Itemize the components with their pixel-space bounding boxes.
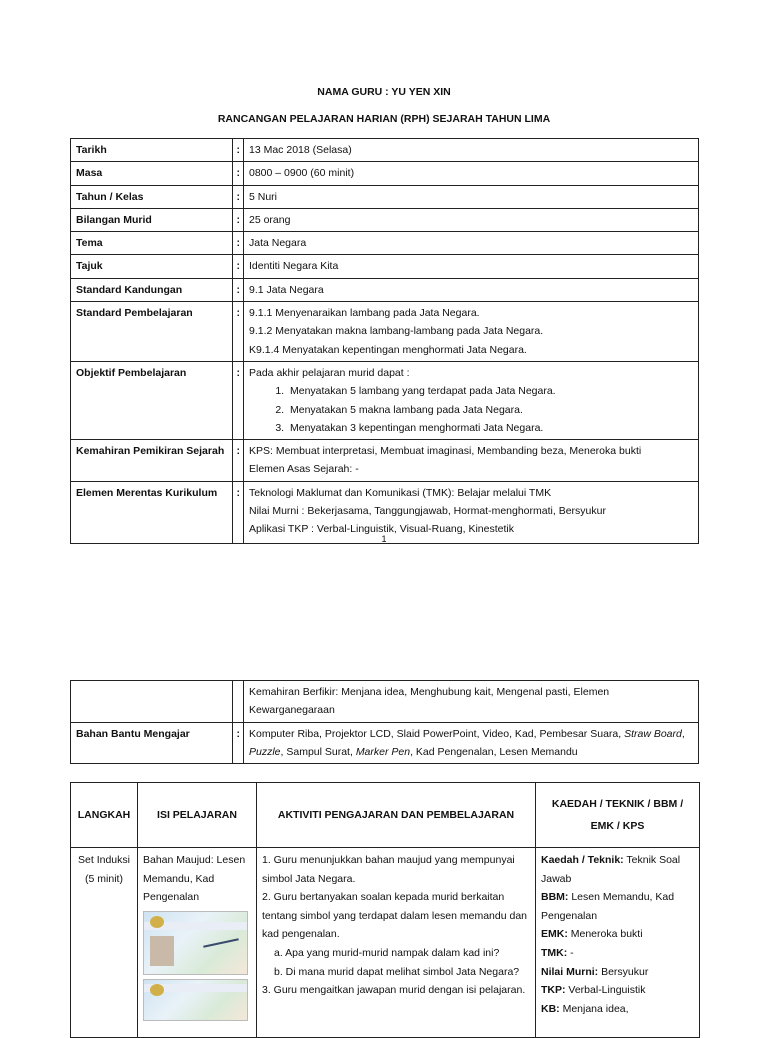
bbm-text-italic: Straw Board bbox=[624, 727, 682, 740]
method-label: Kaedah / Teknik: bbox=[541, 854, 624, 866]
method-line bbox=[541, 925, 694, 944]
info-line: 9.1.1 Menyenaraikan lambang pada Jata Negara. bbox=[249, 307, 480, 320]
table-row bbox=[71, 848, 700, 1038]
info-value: 0800 – 0900 (60 minit) bbox=[244, 162, 699, 185]
info-line: K9.1.4 Menyatakan kepentingan menghormati Jata Negara. bbox=[249, 343, 527, 356]
method-text: Lesen Memandu, Kad Pengenalan bbox=[541, 891, 675, 922]
activity-item: 1. Guru menunjukkan bahan maujud yang mempunyai simbol Jata Negara. bbox=[262, 854, 515, 885]
info-value: Jata Negara bbox=[244, 232, 699, 255]
bbm-text-italic: Puzzle bbox=[249, 745, 281, 758]
emblem-icon bbox=[150, 984, 164, 996]
colon: : bbox=[233, 481, 244, 543]
info-value: 13 Mac 2018 (Selasa) bbox=[244, 139, 699, 162]
bbm-text: , Sampul Surat, bbox=[280, 745, 356, 758]
info-line: Kemahiran Berfikir: Menjana idea, Menghubung kait, Mengenal pasti, Elemen bbox=[249, 686, 610, 698]
colon: : bbox=[233, 208, 244, 231]
method-label: Nilai Murni: bbox=[541, 965, 599, 978]
info-table bbox=[70, 138, 699, 544]
bbm-text: , bbox=[681, 727, 685, 740]
info-key: Kemahiran Pemikiran Sejarah bbox=[71, 440, 233, 482]
activity-cell bbox=[257, 848, 536, 1038]
method-text: - bbox=[567, 946, 574, 959]
method-text: Meneroka bukti bbox=[567, 928, 643, 941]
info-value bbox=[244, 681, 699, 723]
colon: : bbox=[233, 162, 244, 185]
method-label: BBM: bbox=[541, 891, 569, 904]
header-langkah: LANGKAH bbox=[71, 783, 138, 848]
bbm-text-italic: Marker Pen bbox=[355, 745, 411, 758]
activity-sub-item: a. Apa yang murid-murid nampak dalam kad ini? bbox=[274, 946, 500, 959]
content-cell bbox=[138, 848, 257, 1038]
method-text: Verbal-Linguistik bbox=[565, 984, 646, 997]
continuation-table bbox=[70, 680, 699, 764]
info-value: 25 orang bbox=[244, 208, 699, 231]
info-key: Tema bbox=[71, 232, 233, 255]
colon: : bbox=[233, 440, 244, 482]
colon: : bbox=[233, 722, 244, 764]
info-key: Masa bbox=[71, 162, 233, 185]
colon: : bbox=[233, 278, 244, 301]
table-header-row bbox=[71, 783, 700, 848]
method-line bbox=[541, 944, 694, 963]
plan-title: RANCANGAN PELAJARAN HARIAN (RPH) SEJARAH TAHUN LIMA bbox=[217, 113, 551, 125]
bbm-value bbox=[244, 722, 699, 764]
method-line bbox=[541, 1000, 694, 1019]
info-line: Kewarganegaraan bbox=[249, 704, 335, 717]
colon: : bbox=[233, 232, 244, 255]
activity-item: 2. Guru bertanyakan soalan kepada murid berkaitan tentang simbol yang terdapat dalam lesen memandu dan kad pengenalan. bbox=[262, 891, 528, 941]
method-line bbox=[541, 851, 694, 888]
method-text: Bersyukur bbox=[598, 965, 649, 978]
bbm-text: Komputer Riba, Projektor LCD, Slaid PowerPoint, Video, Kad, Pembesar Suara, bbox=[249, 727, 625, 740]
info-value bbox=[244, 440, 699, 482]
lesson-table bbox=[70, 782, 700, 1038]
colon: : bbox=[233, 302, 244, 362]
info-value: 9.1 Jata Negara bbox=[244, 278, 699, 301]
info-row bbox=[71, 162, 699, 185]
info-row bbox=[71, 278, 699, 301]
colon: : bbox=[233, 361, 244, 439]
method-line bbox=[541, 981, 694, 1000]
header-kaedah: KAEDAH / TEKNIK / BBM / EMK / KPS bbox=[536, 783, 700, 848]
info-key: Objektif Pembelajaran bbox=[71, 361, 233, 439]
list-item: 3. Menyatakan 3 kepentingan menghormati Jata Negara. bbox=[287, 419, 693, 437]
info-row bbox=[71, 185, 699, 208]
info-row bbox=[71, 361, 699, 439]
header-aktiviti: AKTIVITI PENGAJARAN DAN PEMBELAJARAN bbox=[257, 783, 536, 848]
id-card-image bbox=[143, 979, 248, 1021]
colon: : bbox=[233, 185, 244, 208]
info-line: Nilai Murni : Bekerjasama, Tanggungjawab, Hormat-menghormati, Bersyukur bbox=[249, 505, 606, 518]
method-line bbox=[541, 888, 694, 925]
info-key: Standard Kandungan bbox=[71, 278, 233, 301]
info-line: 9.1.2 Menyatakan makna lambang-lambang pada Jata Negara. bbox=[249, 325, 544, 338]
info-row bbox=[71, 302, 699, 362]
info-row bbox=[71, 232, 699, 255]
method-label: EMK: bbox=[541, 928, 568, 941]
info-line: KPS: Membuat interpretasi, Membuat imaginasi, Membanding beza, Meneroka bukti bbox=[249, 445, 642, 458]
info-row bbox=[71, 681, 699, 723]
info-key: Tahun / Kelas bbox=[71, 185, 233, 208]
step-label: Set Induksi bbox=[78, 854, 130, 866]
info-value: 5 Nuri bbox=[244, 185, 699, 208]
info-key: Bahan Bantu Mengajar bbox=[71, 722, 233, 764]
method-label: KB: bbox=[541, 1002, 560, 1015]
info-value: Identiti Negara Kita bbox=[244, 255, 699, 278]
info-line: Aplikasi TKP : Verbal-Linguistik, Visual-Ruang, Kinestetik bbox=[249, 523, 514, 536]
info-key: Tajuk bbox=[71, 255, 233, 278]
info-value bbox=[244, 302, 699, 362]
bbm-text: , Kad Pengenalan, Lesen Memandu bbox=[410, 745, 578, 758]
method-text: Menjana idea, bbox=[559, 1002, 629, 1015]
info-row bbox=[71, 208, 699, 231]
colon: : bbox=[233, 255, 244, 278]
info-row bbox=[71, 440, 699, 482]
info-row bbox=[71, 255, 699, 278]
page-number: 1 bbox=[381, 534, 387, 544]
method-cell bbox=[536, 848, 700, 1038]
emblem-icon bbox=[150, 916, 164, 928]
info-key: Elemen Merentas Kurikulum bbox=[71, 481, 233, 543]
header-isi: ISI PELAJARAN bbox=[138, 783, 257, 848]
colon-empty bbox=[233, 681, 244, 723]
info-line: Teknologi Maklumat dan Komunikasi (TMK): Belajar melalui TMK bbox=[249, 486, 552, 499]
objective-value bbox=[244, 361, 699, 439]
info-row bbox=[71, 722, 699, 764]
activity-item: 3. Guru mengaitkan jawapan murid dengan isi pelajaran. bbox=[262, 984, 526, 997]
license-image bbox=[143, 911, 248, 975]
list-item: 2. Menyatakan 5 makna lambang pada Jata Negara. bbox=[287, 401, 693, 419]
method-line bbox=[541, 963, 694, 982]
info-key: Tarikh bbox=[71, 139, 233, 162]
info-line: Elemen Asas Sejarah: - bbox=[249, 463, 359, 476]
teacher-name: NAMA GURU : YU YEN XIN bbox=[317, 86, 451, 98]
method-text: Teknik Soal Jawab bbox=[541, 854, 681, 885]
info-key: Bilangan Murid bbox=[71, 208, 233, 231]
objective-list bbox=[249, 382, 693, 437]
method-label: TMK: bbox=[541, 946, 568, 959]
method-label: TKP: bbox=[541, 984, 566, 997]
content-text: Bahan Maujud: Lesen Memandu, Kad Pengenalan bbox=[143, 854, 246, 904]
colon: : bbox=[233, 139, 244, 162]
info-row bbox=[71, 139, 699, 162]
photo-icon bbox=[150, 936, 174, 966]
activity-sub-item: b. Di mana murid dapat melihat simbol Jata Negara? bbox=[274, 965, 520, 978]
list-item: 1. Menyatakan 5 lambang yang terdapat pada Jata Negara. bbox=[287, 382, 693, 400]
info-key-empty bbox=[71, 681, 233, 723]
signature-icon bbox=[203, 938, 239, 947]
info-key: Standard Pembelajaran bbox=[71, 302, 233, 362]
step-cell bbox=[71, 848, 138, 1038]
objective-intro: Pada akhir pelajaran murid dapat : bbox=[249, 366, 410, 379]
step-time: (5 minit) bbox=[85, 872, 123, 885]
